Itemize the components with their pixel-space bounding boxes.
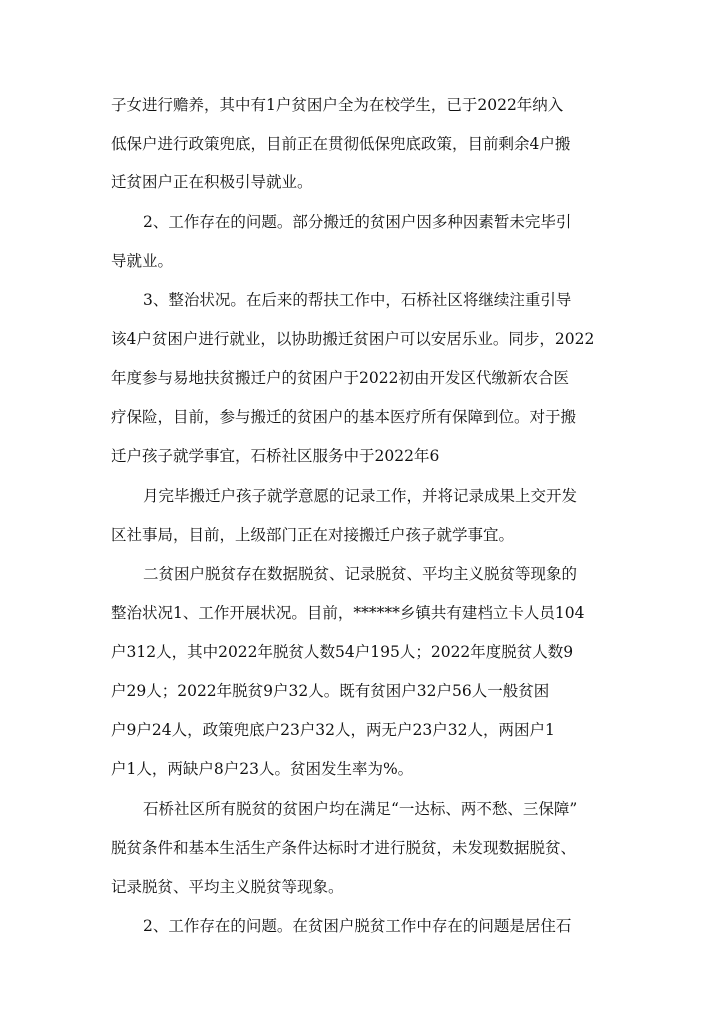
text-line-2: 低保户进行政策兜底，目前正在贯彻低保兜底政策，目前剩余4户搬 — [111, 135, 571, 153]
text-line-8: 年度参与易地扶贫搬迁户的贫困户于2022初由开发区代缴新农合医 — [111, 369, 569, 387]
text-line-10: 迁户孩子就学事宜，石桥社区服务中于2022年6 — [111, 447, 440, 465]
text-line-13: 二贫困户脱贫存在数据脱贫、记录脱贫、平均主义脱贫等现象的 — [143, 565, 578, 583]
text-line-21: 记录脱贫、平均主义脱贫等现象。 — [111, 878, 344, 896]
text-line-11: 月完毕搬迁户孩子就学意愿的记录工作，并将记录成果上交开发 — [143, 487, 578, 505]
text-line-1: 子女进行赡养，其中有1户贫困户全为在校学生，已于2022年纳入 — [111, 96, 564, 114]
text-line-9: 疗保险，目前，参与搬迁的贫困户的基本医疗所有保障到位。对于搬 — [111, 408, 577, 426]
text-line-7: 该4户贫困户进行就业，以协助搬迁贫困户可以安居乐业。同步，2022 — [111, 330, 595, 348]
text-line-17: 户9户24人，政策兜底户23户32人，两无户23户32人，两困户1 — [111, 721, 555, 739]
text-line-12: 区社事局，目前，上级部门正在对接搬迁户孩子就学事宜。 — [111, 526, 515, 544]
text-line-15: 户312人，其中2022年脱贫人数54户195人；2022年度脱贫人数9 — [111, 643, 574, 661]
text-line-6: 3、整治状况。在后来的帮扶工作中，石桥社区将继续注重引导 — [143, 291, 572, 309]
text-line-3: 迁贫困户正在积极引导就业。 — [111, 173, 313, 191]
text-line-22: 2、工作存在的问题。在贫困户脱贫工作中存在的问题是居住石 — [143, 917, 572, 935]
text-line-14: 整治状况1、工作开展状况。目前，******乡镇共有建档立卡人员104 — [111, 604, 585, 622]
text-line-20: 脱贫条件和基本生活生产条件达标时才进行脱贫，未发现数据脱贫、 — [111, 839, 577, 857]
text-line-5: 导就业。 — [111, 252, 174, 270]
text-line-18: 户1人，两缺户8户23人。贫困发生率为%。 — [111, 760, 414, 778]
text-line-16: 户29人；2022年脱贫9户32人。既有贫困户32户56人一般贫困 — [111, 682, 550, 700]
text-line-19: 石桥社区所有脱贫的贫困户均在满足“一达标、两不愁、三保障” — [143, 800, 578, 818]
text-line-4: 2、工作存在的问题。部分搬迁的贫困户因多种因素暂未完毕引 — [143, 213, 572, 231]
